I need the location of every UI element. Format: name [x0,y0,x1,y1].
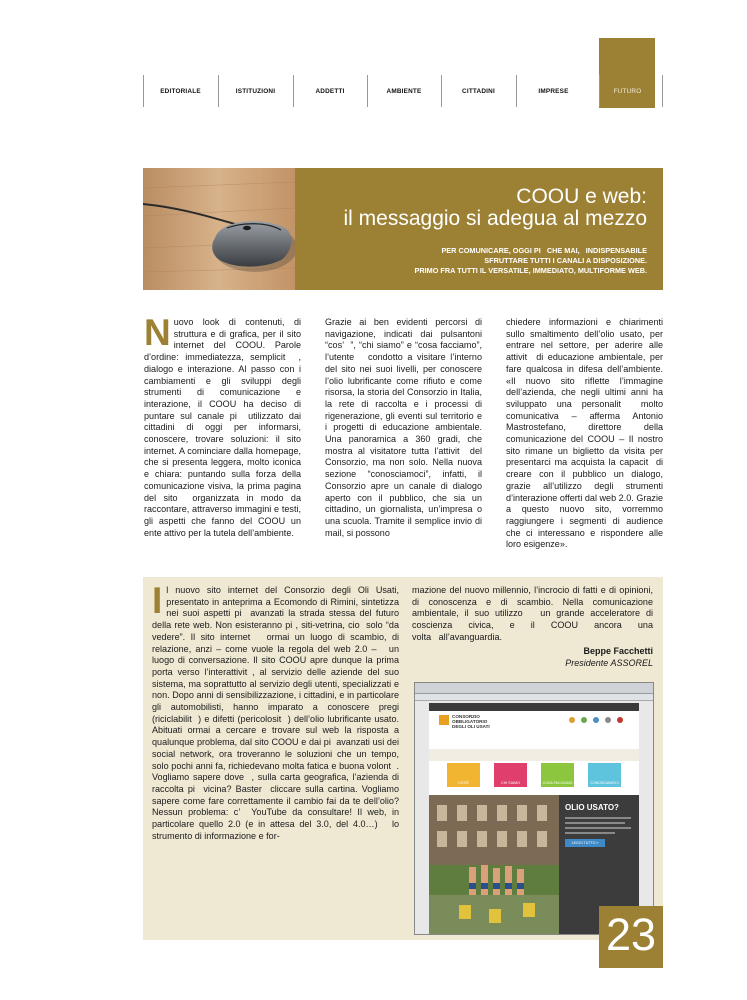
section-nav [143,75,663,107]
subtitle-line3: PRIMO FRA TUTTI IL VERSATILE, IMMEDIATO, MULTIFORME WEB. [414,266,647,275]
browser-address-bar [415,694,653,701]
subtitle-line1: PER COMUNICARE, OGGI PI CHE MAI, INDISPENSABILE [441,246,647,255]
box-column-1 [152,580,399,842]
promo-title: OLIO USATO? [565,803,619,812]
nav-imprese[interactable]: IMPRESE [538,87,569,95]
nav-addetti[interactable]: ADDETTI [315,87,345,95]
site-topbar [429,703,639,711]
article-column-3 [506,317,663,551]
drop-cap: N [144,312,171,353]
signature [412,646,653,669]
tile-conosciamoci[interactable]: CONOSCIAMOCI [588,763,621,787]
box-column-2 [412,585,653,644]
article-text-1: uovo look di contenuti, di struttura e di grafica, per il sito internet del COOU. Parole d’ordine: immediatezza, semplicit , dialogo e interazione. Al passo con i cambiamenti e gli sviluppi degli strumenti di comunicazione e interazione, il COOU ha deciso di puntare sul canale pi utilizzato dai cittadini di oggi per informarsi, conoscere, trovare soluzioni: il sito internet. A cominciare dalla homepage, che si presenta leggera, molto iconica e chiara: puntando sulla forza della comunicazione visiva, la prima pagina del sito organizzata in modo da raccontare, attraverso immagini e testi, gli aspetti che fanno del COOU un ente attivo per la tutela dell’ambiente. [144,317,301,538]
site-icons [569,717,629,725]
page-number: 23 [605,909,657,960]
tile-cosa-facciamo[interactable]: COSA FACCIAMO [541,763,574,787]
website-page [429,703,639,934]
article-title-line2: il messaggio si adegua al mezzo [343,207,647,230]
logo-line1: CONSORZIO [452,714,480,719]
signature-name: Beppe Facchetti [583,646,653,656]
site-tiles [447,763,621,787]
nav-cittadini[interactable]: CITTADINI [462,87,495,95]
subtitle-line2: SFRUTTARE TUTTI I CANALI A DISPOSIZIONE. [484,256,647,265]
site-hero-photo [429,795,559,934]
title-banner [295,168,663,290]
box-drop-cap: I [152,580,163,621]
tile-chi-siamo[interactable]: CHI SIAMO [494,763,527,787]
tile-cose[interactable]: COS'È [447,763,480,787]
site-strip [429,749,639,761]
article-title-line1: COOU e web: [516,185,647,208]
article-subtitle [414,246,647,276]
box-text-1: l nuovo sito internet del Consorzio degli Oli Usati, presentato in anteprima a Ecomondo di Rimini, sintetizza nei suoi aspetti pi avanzati la strada stessa del futuro della rete web. Non esisteranno pi , siti-vetrina, cio solo “da vedere”. Il sito internet ormai un luogo di scambio, di relazione, anzi – come vuole la regola del web 2.0 – un luogo di conversazione. Il sito COOU apre dunque la prima porta verso l’interattivit , al servizio delle aziende del suo sistema, ma soprattutto al servizio degli utenti, specializzati e non. Dopo anni di sensibilizzazione, i cittadini, e in particolare gli automobilisti, hanno imparato a conoscere pregi (riciclabilit ) e difetti (pericolosit ) dell’olio lubrificante usato. Abituati ormai a cercare e trovare sul web la risposta a qualunque problema, dal sito COOU e dai pi avanzati usi dei social network, ora troveranno le soluzioni che un tempo, solo pochi anni fa, richiedevano molta fatica e buona volont . Vogliamo sapere dove , sulla carta geografica, l’azienda di raccolta pi vicina? Baster cliccare sulla cartina. Vogliamo sapere come fare correttamente il cambio fai da te dell’olio? Nessun problema: c’ YouTube da consultare! Il web, in particolare quello 2.0 (e in attesa del 3.0, del 4.0…) lo strumento di informazione e for- [152,585,399,841]
logo-line2: OBBLIGATORIO [452,719,488,724]
site-logo [452,714,490,729]
logo-line3: DEGLI OLI USATI [452,724,490,729]
box-text-2: mazione del nuovo millennio, l’incrocio di fatti e di opinioni, di conoscenza e di scambio. Nella comunicazione ambientale, il suo utilizzo un grande acceleratore di coscienza civica, e il COOU ancora una volta all’avanguardia. [412,585,653,642]
coou-logo-icon [439,715,449,725]
promo-button[interactable]: LEGGI TUTTO » [565,839,605,847]
mouse-photo [143,168,295,290]
article-column-2 [325,317,482,539]
nav-ambiente[interactable]: AMBIENTE [386,87,422,95]
website-screenshot [414,682,654,935]
nav-editoriale[interactable]: EDITORIALE [160,87,201,95]
article-text-2: Grazie ai ben evidenti percorsi di navigazione, indicati dai pulsantoni “cos’ ”, “chi siamo” e “cosa facciamo”, l’utente condotto a visitare l’interno del sito nei suoi livelli, per conoscere l’olio lubrificante come rifiuto e come risorsa, la storia del Consorzio in Italia, la rete di raccolta e i processi di rigenerazione, gli eventi sul territorio e i progetti di educazione ambientale. Una panoramica a 360 gradi, che mostra al visitatore tutta l’attivit del Consorzio, ma non solo. Nella nuova sezione “conosciamoci”, infatti, il Consorzio apre un canale di dialogo aperto con il pubblico, che sia un cittadino, un giornalista, un’impresa o una scuola. Tramite il semplice invio di mail, si possono [325,317,482,538]
nav-futuro[interactable]: FUTURO [613,87,642,95]
nav-istituzioni[interactable]: ISTITUZIONI [235,87,276,95]
article-column-1 [144,312,301,539]
browser-titlebar [415,683,653,694]
signature-role: Presidente ASSOREL [565,657,653,668]
article-text-3: chiedere informazioni e chiarimenti sullo smaltimento dell’olio usato, per entrare nel settore, per aderire alle attivit di educazione ambientale, per fare qualcosa in difesa dell’ambiente. «Il nuovo sito riflette l’immagine dell’azienda, che negli ultimi anni ha sviluppato una personalit molto comunicativa – afferma Antonio Mastrostefano, direttore della comunicazione del COOU – Il nostro sito rimane un biglietto da visita per presentarci ma acquista la capacit di creare con il pubblico un dialogo, grazie all’utilizzo degli strumenti d’interazione offerti dal web 2.0. Grazie a questo nuovo sito, vorremmo raggiungere i segmenti di audience che ci interessano e rispondere alle loro esigenze». [506,317,663,550]
